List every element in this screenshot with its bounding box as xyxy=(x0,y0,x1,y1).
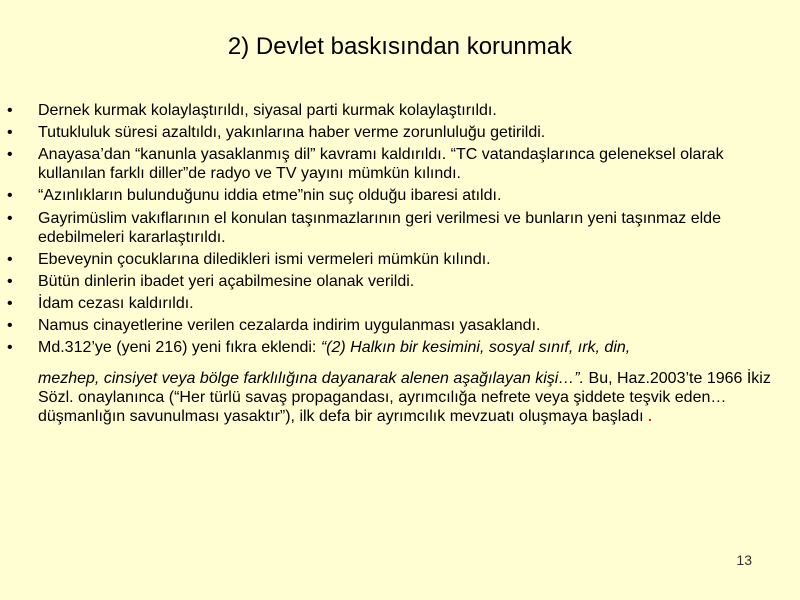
end-mark: . xyxy=(648,408,652,424)
bullet-item xyxy=(0,294,800,313)
bullet-text: Namus cinayetlerine verilen cezalarda indirim uygulanması yasaklandı. xyxy=(38,317,541,334)
bullet-icon: • xyxy=(7,124,13,141)
bullet-continuation xyxy=(38,369,788,426)
page-number: 13 xyxy=(736,552,752,568)
bullet-text: Anayasa’dan “kanunla yasaklanmış dil” kavramı kaldırıldı. “TC vatandaşlarınca geleneksel olarak kullanılan farklı diller”de radyo ve TV yayını mümkün kılındı. xyxy=(38,146,724,182)
bullet-icon: • xyxy=(7,187,13,204)
bullet-text: “Azınlıkların bulunduğunu iddia etme”nin suç olduğu ibaresi atıldı. xyxy=(38,187,502,204)
bullet-item xyxy=(0,316,800,335)
bullet-item-last xyxy=(0,338,800,426)
bullet-item xyxy=(0,101,800,120)
slide-title: 2) Devlet baskısından korunmak xyxy=(227,33,573,60)
bullet-text-plain-start: Md.312’ye (yeni 216) yeni fıkra eklendi: xyxy=(38,339,321,356)
bullet-text: Dernek kurmak kolaylaştırıldı, siyasal parti kurmak kolaylaştırıldı. xyxy=(38,102,497,119)
bullet-item xyxy=(0,250,800,269)
bullet-text: İdam cezası kaldırıldı. xyxy=(38,295,194,312)
bullet-text-italic-quote-cont: mezhep, cinsiyet veya bölge farklılığına dayanarak alenen aşağılayan kişi…”. xyxy=(38,370,585,387)
bullet-item xyxy=(0,123,800,142)
bullet-icon: • xyxy=(7,317,13,334)
bullet-text: Ebeveynin çocuklarına diledikleri ismi vermeleri mümkün kılındı. xyxy=(38,251,491,268)
bullet-text: Tutukluluk süresi azaltıldı, yakınlarına haber verme zorunluluğu getirildi. xyxy=(38,124,546,141)
bullet-item xyxy=(0,209,800,247)
bullet-text: Gayrimüslim vakıflarının el konulan taşınmazlarının geri verilmesi ve bunların yeni taşınmaz elde edebilmeleri kararlaştırıldı. xyxy=(38,210,721,246)
bullet-text: Bütün dinlerin ibadet yeri açabilmesine olanak verildi. xyxy=(38,273,415,290)
bullet-text-italic-quote: “(2) Halkın bir kesimini, sosyal sınıf, ırk, din, xyxy=(320,339,631,356)
bullet-icon: • xyxy=(7,102,13,119)
bullet-icon: • xyxy=(7,251,13,268)
bullet-icon: • xyxy=(7,210,13,227)
bullet-item xyxy=(0,145,800,183)
bullet-item xyxy=(0,186,800,205)
bullet-item xyxy=(0,272,800,291)
bullet-icon: • xyxy=(7,295,13,312)
bullet-list xyxy=(0,101,800,429)
bullet-icon: • xyxy=(7,273,13,290)
bullet-text-plain-end: Bu, Haz.2003’te 1966 İkiz Sözl. onaylanınca (“Her türlü savaş propagandası, ayrımcılığa nefrete veya şiddete teşvik eden…düşmanlığın savunulması yasaktır”), ilk defa bir ayrımcılık mevzuatı oluşmaya başladı xyxy=(38,370,771,425)
bullet-icon: • xyxy=(7,146,13,163)
bullet-icon: • xyxy=(7,339,13,356)
